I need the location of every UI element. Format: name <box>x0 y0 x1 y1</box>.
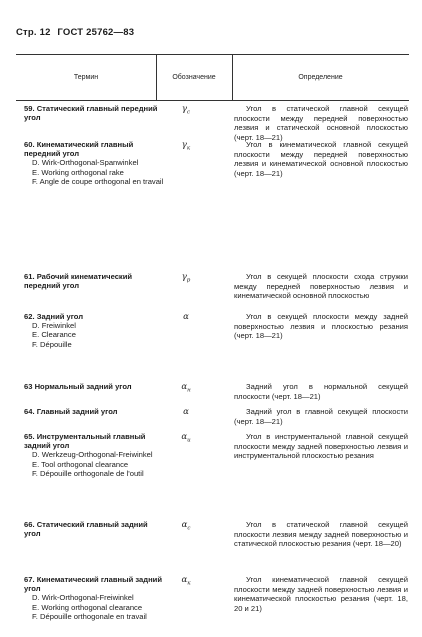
equivalent-term: Tool orthogonal clearance <box>41 459 129 469</box>
equivalent-term: Freiwinkel <box>41 321 76 331</box>
symbol-cell <box>156 272 216 286</box>
symbol-base: α <box>183 312 189 322</box>
definition-text: Задний угол в нормальной секущей плоскости (черт. 18—21) <box>234 382 408 401</box>
symbol-cell <box>156 312 216 326</box>
symbol-cell <box>156 432 216 446</box>
symbol-base: γ <box>181 104 187 114</box>
definition-cell <box>234 575 408 613</box>
term-name: Статический главный передний угол <box>24 104 158 123</box>
language-code: D. <box>32 158 40 168</box>
language-code: E. <box>32 459 40 469</box>
symbol-base: α <box>181 520 188 530</box>
foreign-equivalent <box>24 612 164 621</box>
symbol-base: γ <box>181 140 187 150</box>
term-name: Главный задний угол <box>36 407 118 416</box>
equivalent-term: Wirk-Orthogonal-Freiwinkel <box>41 593 134 603</box>
definition-text: Задний угол в главной секущей плоскости (черт. 18—21) <box>234 407 408 426</box>
language-code: E. <box>32 602 40 612</box>
definition-text: Угол в инструментальной главной секущей плоскости между задней поверхностью лезвия и инструментальной плоскостью резания <box>234 432 408 461</box>
definition-cell <box>234 407 408 426</box>
symbol-cell <box>156 575 216 589</box>
equivalent-term: Dépouille orthogonale de l'outil <box>40 468 144 478</box>
definition-cell <box>234 140 408 178</box>
standard-code: ГОСТ 25762—83 <box>57 27 135 38</box>
page-number: Стр. 12 <box>16 27 51 38</box>
page-header <box>16 27 138 38</box>
column-header-term: Термин <box>73 73 99 81</box>
symbol-base: α <box>181 432 188 442</box>
equivalent-term: Working orthogonal rake <box>41 167 124 177</box>
language-code: F. <box>32 611 38 621</box>
term-cell <box>24 382 164 391</box>
foreign-equivalent <box>24 603 164 612</box>
term-cell <box>24 272 164 290</box>
definition-text: Угол кинематической главной секущей плоскости между задней поверхностью лезвия и кинематической плоскостью резания (черт. 18, 20 и 21) <box>234 575 408 613</box>
term-name: Кинематический главный передний угол <box>24 140 134 159</box>
symbol-base: α <box>181 575 188 585</box>
term-cell <box>24 104 164 122</box>
term-cell <box>24 140 164 186</box>
symbol-subscript: к <box>187 580 191 587</box>
term-name: Кинематический главный задний угол <box>24 575 163 594</box>
language-code: F. <box>32 468 38 478</box>
term-number: 61. <box>24 272 35 281</box>
term-number: 67. <box>24 575 35 584</box>
definition-cell <box>234 272 408 301</box>
foreign-equivalent <box>24 460 164 469</box>
equivalent-term: Working orthogonal clearance <box>41 602 143 612</box>
language-code: D. <box>32 450 40 460</box>
term-number: 62. <box>24 312 35 321</box>
definition-cell <box>234 520 408 549</box>
foreign-equivalent <box>24 177 164 186</box>
symbol-base: α <box>181 382 188 392</box>
symbol-subscript: р <box>186 277 191 284</box>
definition-text: Угол в секущей плоскости между задней поверхностью лезвия и плоскостью резания (черт. 18—21) <box>234 312 408 341</box>
symbol-cell <box>156 104 216 118</box>
symbol-cell <box>156 140 216 154</box>
symbol-cell <box>156 382 216 396</box>
foreign-equivalent <box>24 469 164 478</box>
definition-cell <box>234 312 408 341</box>
definition-text: Угол в кинематической главной секущей плоскости между передней поверхностью лезвия и кинематической основной плоскостью (черт. 18—21) <box>234 140 408 178</box>
term-name: Статический главный задний угол <box>24 520 148 539</box>
equivalent-term: Angle de coupe orthogonal en travail <box>39 176 164 186</box>
symbol-subscript: c <box>187 109 191 116</box>
symbol-base: α <box>183 407 189 417</box>
symbol-subscript: к <box>186 145 191 152</box>
term-cell <box>24 312 164 349</box>
foreign-equivalent <box>24 158 164 167</box>
language-code: D. <box>32 593 40 603</box>
term-number: 63 <box>24 382 33 391</box>
symbol-subscript: и <box>187 437 191 444</box>
language-code: F. <box>32 176 38 186</box>
foreign-equivalent <box>24 340 164 349</box>
language-code: E. <box>32 167 40 177</box>
language-code: D. <box>32 321 40 331</box>
column-header-symbol: Обозначение <box>172 73 216 81</box>
definition-text: Угол в секущей плоскости схода стружки между передней поверхностью лезвия и кинематической основной плоскостью <box>234 272 408 301</box>
definition-cell <box>234 432 408 461</box>
term-name: Инструментальный главный задний угол <box>24 432 146 451</box>
symbol-base: γ <box>181 272 187 282</box>
term-number: 60. <box>24 140 35 149</box>
language-code: F. <box>32 339 38 349</box>
term-number: 64. <box>24 407 35 416</box>
language-code: E. <box>32 330 40 340</box>
foreign-equivalent <box>24 168 164 177</box>
definition-text: Угол в статической главной секущей плоскости лезвия между задней поверхностью и статической плоскостью резания (черт. 18—20) <box>234 520 408 549</box>
symbol-subscript: н <box>187 387 191 394</box>
equivalent-term: Clearance <box>41 330 76 340</box>
equivalent-term: Wirk-Orthogonal-Spanwinkel <box>41 158 139 168</box>
symbol-subscript: с <box>187 525 191 532</box>
term-cell <box>24 432 164 478</box>
equivalent-term: Dépouille <box>40 339 72 349</box>
term-number: 66. <box>24 520 35 529</box>
definition-cell <box>234 104 408 142</box>
term-number: 59. <box>24 104 35 113</box>
foreign-equivalent <box>24 450 164 459</box>
term-cell <box>24 520 164 538</box>
equivalent-term: Werkzeug-Orthogonal-Freiwinkel <box>41 450 153 460</box>
equivalent-term: Dépouille orthogonale en travail <box>40 611 147 621</box>
table-header-rule <box>16 100 409 101</box>
definition-cell <box>234 382 408 401</box>
definition-text: Угол в статической главной секущей плоскости между передней поверхностью лезвия и статической основной плоскостью (черт. 18—21) <box>234 104 408 142</box>
term-name: Задний угол <box>36 312 84 321</box>
foreign-equivalent <box>24 330 164 339</box>
term-name: Нормальный задний угол <box>34 382 132 391</box>
foreign-equivalent <box>24 321 164 330</box>
term-number: 65. <box>24 432 35 441</box>
term-cell <box>24 575 164 621</box>
foreign-equivalent <box>24 593 164 602</box>
term-name: Рабочий кинематический передний угол <box>24 272 133 291</box>
term-cell <box>24 407 164 416</box>
symbol-cell <box>156 407 216 421</box>
column-header-definition: Определение <box>298 73 343 81</box>
symbol-cell <box>156 520 216 534</box>
